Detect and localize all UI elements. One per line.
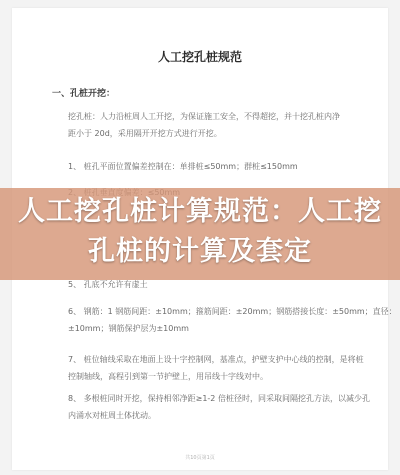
paragraph-line: 内涌水对桩周土体扰动。	[68, 411, 156, 420]
page-footer: 共10页第1页	[185, 455, 215, 461]
paragraph-line: 距小于 20d，采用隔开开挖方式进行开挖。	[68, 129, 222, 138]
paragraph-line: 6、 钢筋：1 钢筋间距：±10mm；箍筋间距：±20mm；钢筋搭接长度：±50mm；直径：	[68, 307, 397, 316]
title-banner	[0, 188, 400, 280]
paragraph-item-7	[68, 351, 364, 385]
paragraph-line: 控制轴线，高程引到第一节护壁上，用吊线十字线对中。	[68, 372, 268, 381]
banner-title: 人工挖孔桩计算规范：人工挖孔桩的计算及套定	[18, 196, 382, 267]
section-heading: 一、孔桩开挖：	[52, 89, 116, 99]
paragraph-item-6	[68, 303, 397, 337]
paragraph-item-8	[68, 390, 370, 424]
paragraph-intro	[68, 108, 360, 142]
paragraph-line: 挖孔桩：人力沿桩周人工开挖，为保证施工安全，不得超挖，并十挖孔桩内净	[68, 112, 340, 121]
paragraph-line: ±10mm；钢筋保护层为±10mm	[68, 324, 189, 333]
paragraph-line: 8、 多根桩同时开挖，保持相邻净距≥1-2 倍桩径时，同采取间隔挖孔方法，以减少孔	[68, 394, 370, 403]
paragraph-line: 1、 桩孔平面位置偏差控制在：单排桩≤50mm；群桩≤150mm	[68, 162, 298, 171]
paragraph-line: 7、 桩位轴线采取在地面上设十字控制网，基准点，护壁支护中心线的控制，是将桩	[68, 355, 364, 364]
paragraph-item-1	[68, 158, 360, 175]
paragraph-line: 5、 孔底不允许有虚土	[68, 280, 148, 289]
document-title: 人工挖孔桩规范	[157, 50, 242, 64]
